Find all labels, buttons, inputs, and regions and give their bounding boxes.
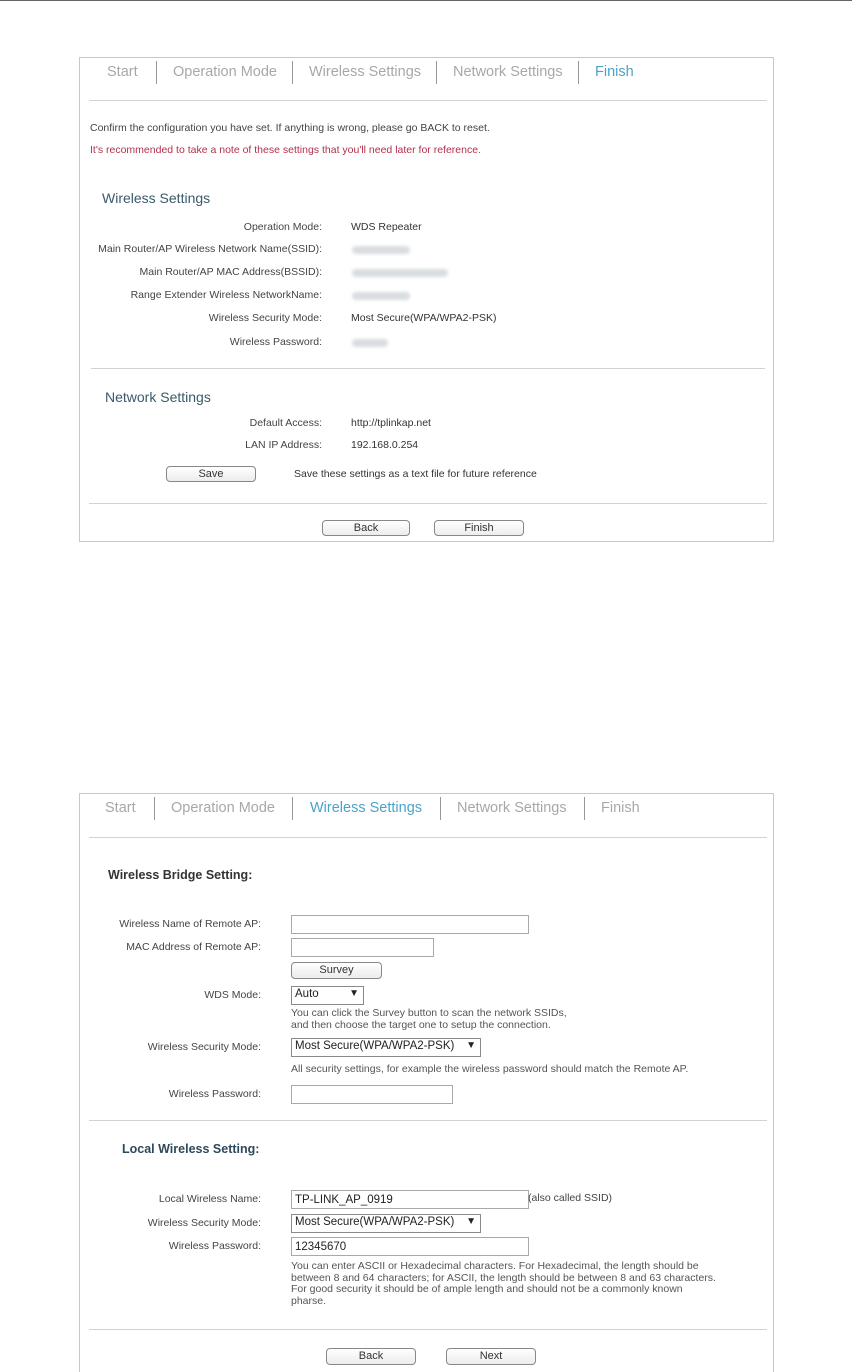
redacted-bssid — [352, 269, 448, 277]
divider — [89, 503, 767, 504]
security-mode-value: Most Secure(WPA/WPA2-PSK) — [351, 312, 497, 324]
tab-separator — [436, 61, 437, 84]
tab-finish[interactable]: Finish — [601, 800, 640, 816]
tab-network-settings[interactable]: Network Settings — [453, 64, 563, 80]
divider — [89, 1329, 767, 1330]
tab-network-settings[interactable]: Network Settings — [457, 800, 567, 816]
wds-mode-select[interactable] — [291, 986, 364, 1005]
local-security-value: Most Secure(WPA/WPA2-PSK) — [295, 1216, 455, 1228]
tab-separator — [292, 61, 293, 84]
recommend-text: It's recommended to take a note of these settings that you'll need later for reference. — [90, 144, 481, 156]
remote-name-label: Wireless Name of Remote AP: — [119, 918, 261, 930]
tab-finish[interactable]: Finish — [595, 64, 634, 80]
local-name-label: Local Wireless Name: — [158, 1193, 261, 1205]
row-label: Wireless Password: — [229, 336, 322, 348]
ssid-note: (also called SSID) — [528, 1192, 613, 1204]
bridge-setting-title: Wireless Bridge Setting: — [108, 868, 253, 882]
tab-separator — [292, 797, 293, 820]
confirm-text: Confirm the configuration you have set. If anything is wrong, please go BACK to reset. — [90, 122, 490, 134]
remote-security-value: Most Secure(WPA/WPA2-PSK) — [295, 1040, 455, 1052]
network-settings-title: Network Settings — [105, 389, 211, 405]
tab-start[interactable]: Start — [107, 64, 138, 80]
wireless-settings-panel — [79, 793, 774, 1372]
survey-button[interactable]: Survey — [291, 962, 382, 979]
row-label: Main Router/AP Wireless Network Name(SSID): — [98, 243, 322, 255]
remote-security-select[interactable] — [291, 1038, 481, 1057]
row-label: Range Extender Wireless NetworkName: — [130, 289, 322, 301]
local-password-input[interactable] — [291, 1237, 529, 1256]
divider — [89, 1120, 767, 1121]
dropdown-arrow-icon: ▼ — [466, 1216, 476, 1227]
redacted-extender-name — [352, 292, 410, 300]
operation-mode-value: WDS Repeater — [351, 221, 422, 233]
dropdown-arrow-icon: ▼ — [466, 1040, 476, 1051]
tab-operation-mode[interactable]: Operation Mode — [171, 800, 275, 816]
local-password-label: Wireless Password: — [168, 1240, 261, 1252]
remote-password-input[interactable] — [291, 1085, 453, 1104]
divider — [91, 368, 765, 369]
password-hint: You can enter ASCII or Hexadecimal characters. For Hexadecimal, the length should be between 8 and 64 characters; for ASCII, the length should be between 8 and 63 characters. For good security it should be of ample length and should not be a commonly known pharse. — [291, 1260, 716, 1307]
lan-ip-value: 192.168.0.254 — [351, 439, 419, 451]
wds-mode-label: WDS Mode: — [204, 989, 261, 1001]
local-setting-title: Local Wireless Setting: — [122, 1142, 260, 1156]
remote-ap-mac-input[interactable] — [291, 938, 434, 957]
row-label: Main Router/AP MAC Address(BSSID): — [139, 266, 322, 278]
redacted-password — [352, 339, 388, 347]
tab-separator — [584, 797, 585, 820]
save-note: Save these settings as a text file for future reference — [294, 468, 537, 480]
tab-separator — [578, 61, 579, 84]
row-label: Wireless Security Mode: — [208, 312, 322, 324]
row-label: LAN IP Address: — [245, 439, 322, 451]
remote-password-label: Wireless Password: — [168, 1088, 261, 1100]
wireless-settings-title: Wireless Settings — [102, 190, 211, 206]
security-hint: All security settings, for example the wireless password should match the Remote AP. — [291, 1063, 689, 1075]
local-security-select[interactable] — [291, 1214, 481, 1233]
remote-mac-label: MAC Address of Remote AP: — [126, 941, 261, 953]
tab-separator — [156, 61, 157, 84]
divider — [89, 837, 767, 838]
tab-wireless-settings[interactable]: Wireless Settings — [309, 64, 422, 80]
survey-hint-line: You can click the Survey button to scan the network SSIDs, — [291, 1007, 567, 1019]
tab-operation-mode[interactable]: Operation Mode — [173, 64, 277, 80]
survey-hint-line: and then choose the target one to setup the connection. — [291, 1018, 551, 1031]
tab-start[interactable]: Start — [105, 800, 136, 816]
tab-separator — [440, 797, 441, 820]
default-access-value: http://tplinkap.net — [351, 417, 431, 429]
top-rule — [0, 0, 852, 1]
dropdown-arrow-icon: ▼ — [349, 988, 359, 999]
survey-hint — [291, 1008, 691, 1031]
back-button[interactable]: Back — [326, 1348, 416, 1365]
row-label: Operation Mode: — [243, 221, 322, 233]
wds-mode-value: Auto — [295, 988, 319, 1000]
back-button[interactable]: Back — [322, 520, 410, 536]
local-wireless-name-input[interactable] — [291, 1190, 529, 1209]
row-label: Default Access: — [249, 417, 322, 429]
divider — [89, 100, 767, 101]
next-button[interactable]: Next — [446, 1348, 536, 1365]
tab-wireless-settings[interactable]: Wireless Settings — [310, 800, 423, 816]
remote-ap-name-input[interactable] — [291, 915, 529, 934]
finish-panel — [79, 57, 774, 542]
save-button[interactable]: Save — [166, 466, 256, 482]
local-security-label: Wireless Security Mode: — [147, 1217, 261, 1229]
tab-separator — [154, 797, 155, 820]
redacted-ssid — [352, 246, 410, 254]
remote-security-label: Wireless Security Mode: — [147, 1041, 261, 1053]
finish-button[interactable]: Finish — [434, 520, 524, 536]
